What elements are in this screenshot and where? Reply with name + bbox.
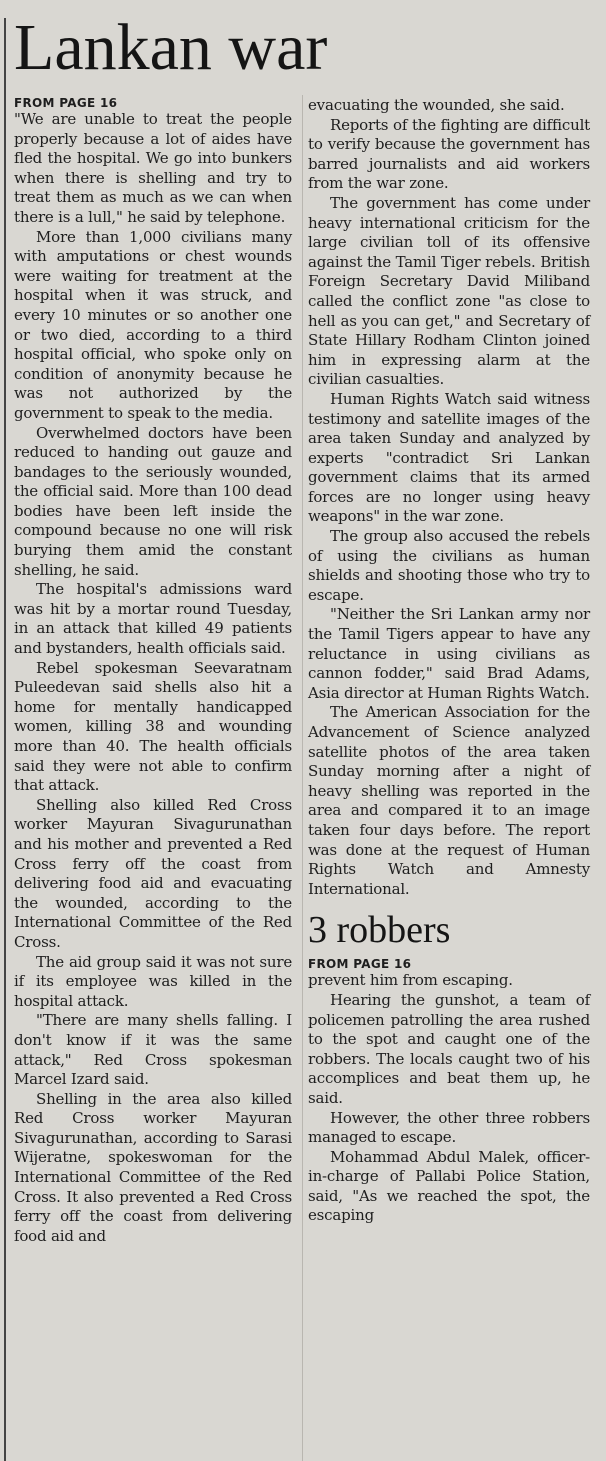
article-paragraph: More than 1,000 civilians many with amputations or chest wounds were waiting for treatment at the hospital when it was struck, and every 10 minutes or so another one or two died, according to a third hospital official, who spoke only on condition of anonymity because he was not authorized by the government to speak to the media.	[14, 227, 292, 422]
article-paragraph: However, the other three robbers managed to escape.	[308, 1108, 590, 1147]
article-paragraph: "There are many shells falling. I don't know if it was the same attack," Red Cross spokesman Marcel Izard said.	[14, 1011, 292, 1089]
article-paragraph: The American Association for the Advancement of Science analyzed satellite photos of the area taken Sunday morning after a night of heavy shelling was reported in the area and compared it to an image taken four days before. The report was done at the request of Human Rights Watch and Amnesty International.	[308, 703, 590, 898]
article-left-column	[14, 96, 292, 1246]
article-paragraph: The group also accused the rebels of using the civilians as human shields and shooting those who try to escape.	[308, 527, 590, 604]
article-paragraph: Shelling also killed Red Cross worker Mayuran Sivagurunathan and his mother and prevented a Red Cross ferry off the coast from delivering food aid and evacuating the wounded, according to the International Committee of the Red Cross.	[14, 795, 292, 951]
article-paragraph: Overwhelmed doctors have been reduced to handing out gauze and bandages to the seriously wounded, the official said. More than 100 dead bodies have been left inside the compound because no one will risk burying them amid the constant shelling, he said.	[14, 423, 292, 579]
article-paragraph: Mohammad Abdul Malek, officer-in-charge of Pallabi Police Station, said, "As we reached the spot, the escaping	[308, 1147, 590, 1225]
continued-from-label: FROM PAGE 16	[308, 957, 412, 972]
article-right-column	[308, 96, 590, 1226]
article-paragraph: Shelling in the area also killed Red Cross worker Mayuran Sivagurunathan, according to Sarasi Wijeratne, spokeswoman for the International Committee of the Red Cross. It also prevented a Red Cross ferry off the coast from delivering food aid and	[14, 1089, 292, 1245]
article-paragraph: Reports of the fighting are difficult to verify because the government has barred journalists and aid workers from the war zone.	[308, 115, 590, 193]
article-headline: Lankan war	[14, 11, 328, 84]
article-paragraph: evacuating the wounded, she said.	[308, 96, 565, 114]
article-paragraph: prevent him from escaping.	[308, 971, 513, 990]
left-border-rule	[4, 18, 6, 1461]
article-paragraph: The hospital's admissions ward was hit by a mortar round Tuesday, in an attack that killed 49 patients and bystanders, health officials said.	[14, 580, 292, 658]
article-paragraph: "We are unable to treat the people properly because a lot of aides have fled the hospital. We go into bunkers when there is shelling and try to treat them as much as we can when there is a lull," he said by telephone.	[14, 110, 292, 226]
second-article-headline: 3 robbers	[308, 909, 451, 952]
article-paragraph: The government has come under heavy international criticism for the large civilian toll of its offensive against the Tamil Tiger rebels. British Foreign Secretary David Miliband called the conflict zone "as close to hell as you can get," and Secretary of State Hillary Rodham Clinton joined him in expressing alarm at the civilian casualties.	[308, 193, 590, 389]
article-paragraph: Human Rights Watch said witness testimony and satellite images of the area taken Sunday and analyzed by experts "contradict Sri Lankan government claims that its armed forces are no longer using heavy weapons" in the war zone.	[308, 389, 590, 526]
article-paragraph: The aid group said it was not sure if its employee was killed in the hospital attack.	[14, 952, 292, 1010]
article-paragraph: "Neither the Sri Lankan army nor the Tamil Tigers appear to have any reluctance in using civilians as cannon fodder," said Brad Adams, Asia director at Human Rights Watch.	[308, 605, 590, 702]
article-paragraph: Hearing the gunshot, a team of policemen patrolling the area rushed to the spot and caught one of the robbers. The locals caught two of his accomplices and beat them up, he said.	[308, 990, 590, 1107]
article-paragraph: Rebel spokesman Seevaratnam Puleedevan said shells also hit a home for mentally handicapped women, killing 38 and wounding more than 40. The health officials said they were not able to confirm that attack.	[14, 658, 292, 795]
column-divider	[302, 95, 303, 1461]
continued-from-label: FROM PAGE 16	[14, 96, 118, 110]
